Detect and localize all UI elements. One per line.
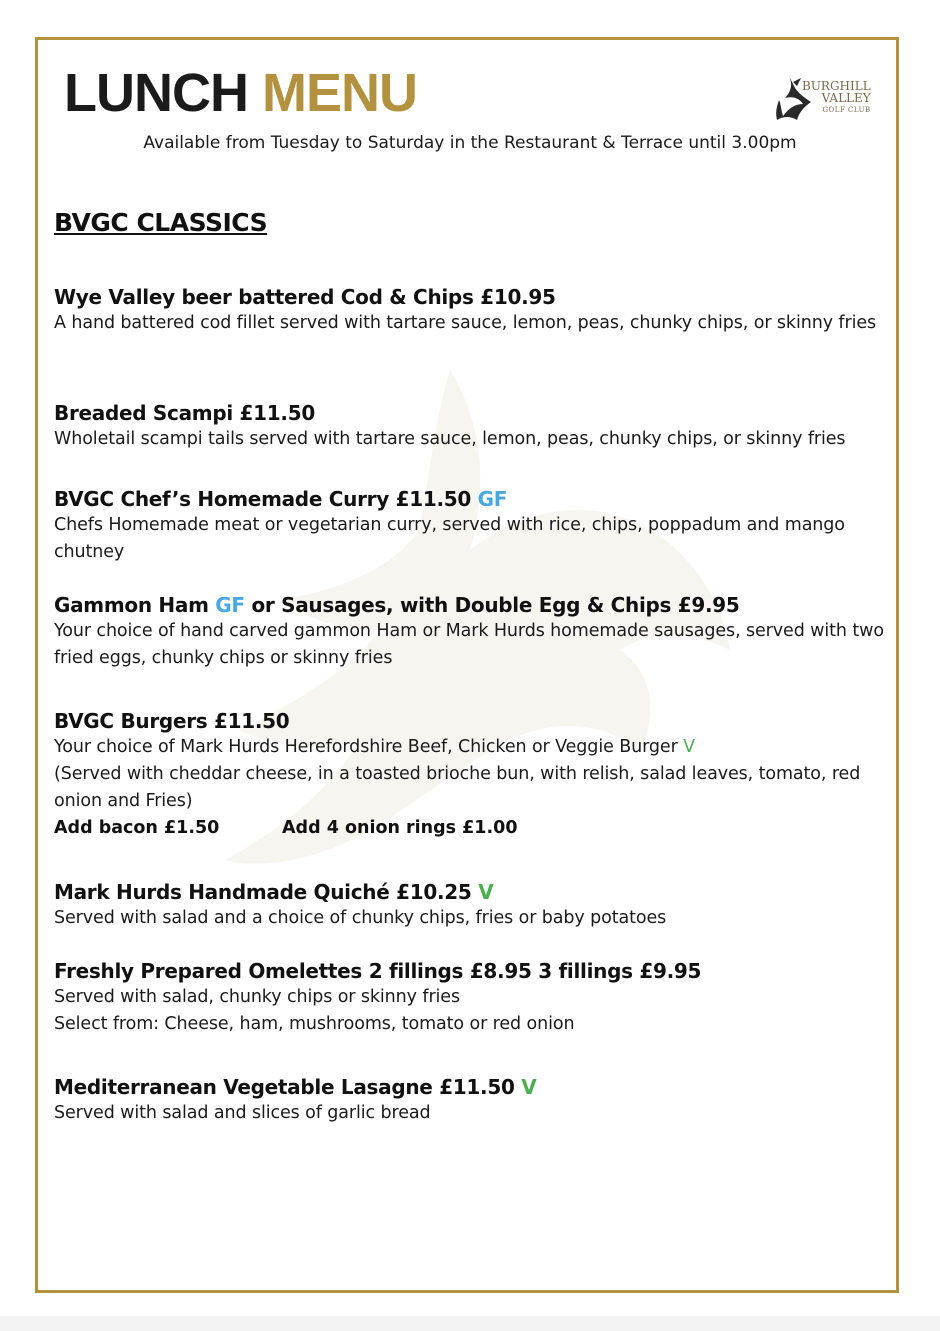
item-name: Mediterranean Vegetable Lasagne £11.50	[54, 1075, 515, 1099]
club-logo-text	[802, 80, 871, 114]
title-lunch: LUNCH	[64, 63, 248, 123]
item-extras	[54, 815, 884, 842]
logo-line-2: VALLEY	[821, 91, 871, 105]
item-description: Your choice of hand carved gammon Ham or Mark Hurds homemade sausages, served with two fried eggs, chunky chips or skinny fries	[54, 621, 884, 668]
menu-item-omelettes	[54, 958, 884, 1038]
item-name-part-a: Gammon Ham	[54, 593, 209, 617]
title-menu: MENU	[262, 63, 417, 123]
item-name-part-b: or Sausages, with Double Egg & Chips £9.95	[251, 593, 740, 617]
item-name-row	[54, 592, 884, 618]
vegetarian-tag: V	[683, 737, 696, 757]
logo-line-3: GOLF CLUB	[822, 106, 871, 114]
item-description-line-2: (Served with cheddar cheese, in a toasted brioche bun, with relish, salad leaves, tomato, red onion and Fries)	[54, 764, 861, 811]
vegetarian-tag: V	[521, 1075, 537, 1099]
item-description-line-1: Served with salad, chunky chips or skinny fries	[54, 987, 460, 1007]
item-description: A hand battered cod fillet served with tartare sauce, lemon, peas, chunky chips, or skinny fries	[54, 313, 877, 333]
page-title	[64, 63, 417, 123]
menu-item-scampi	[54, 400, 884, 453]
item-description: Served with salad and slices of garlic bread	[54, 1103, 431, 1123]
item-name: Wye Valley beer battered Cod & Chips £10.95	[54, 285, 556, 309]
gluten-free-tag: GF	[477, 487, 508, 511]
item-name: BVGC Chef’s Homemade Curry £11.50	[54, 487, 471, 511]
extra-onion-rings: Add 4 onion rings £1.00	[282, 818, 518, 838]
section-title: BVGC CLASSICS	[54, 208, 268, 237]
menu-item-curry	[54, 486, 884, 566]
item-description: Wholetail scampi tails served with tartare sauce, lemon, peas, chunky chips, or skinny fries	[54, 429, 846, 449]
item-name: Mark Hurds Handmade Quiché £10.25	[54, 880, 472, 904]
menu-item-lasagne	[54, 1074, 884, 1127]
item-name-row	[54, 1074, 884, 1100]
item-name: Freshly Prepared Omelettes 2 fillings £8.95 3 fillings £9.95	[54, 959, 702, 983]
item-name-row	[54, 486, 884, 512]
item-description: Chefs Homemade meat or vegetarian curry, served with rice, chips, poppadum and mango chutney	[54, 515, 845, 562]
menu-item-cod	[54, 284, 884, 337]
vegetarian-tag: V	[478, 880, 494, 904]
gluten-free-tag: GF	[215, 593, 245, 617]
menu-item-quiche	[54, 879, 884, 932]
availability-subtitle: Available from Tuesday to Saturday in the Restaurant & Terrace until 3.00pm	[143, 133, 797, 153]
item-description-line-1	[54, 734, 884, 761]
item-name: Breaded Scampi £11.50	[54, 401, 315, 425]
item-description-line-2: Select from: Cheese, ham, mushrooms, tomato or red onion	[54, 1014, 575, 1034]
extra-bacon: Add bacon £1.50	[54, 818, 220, 838]
menu-item-gammon	[54, 592, 884, 672]
menu-item-burgers	[54, 708, 884, 842]
item-name: BVGC Burgers £11.50	[54, 709, 290, 733]
item-name-row	[54, 879, 884, 905]
logo-line-1: BURGHILL	[802, 79, 871, 93]
item-description: Served with salad and a choice of chunky chips, fries or baby potatoes	[54, 908, 667, 928]
item-description-text: Your choice of Mark Hurds Herefordshire Beef, Chicken or Veggie Burger	[54, 737, 678, 757]
